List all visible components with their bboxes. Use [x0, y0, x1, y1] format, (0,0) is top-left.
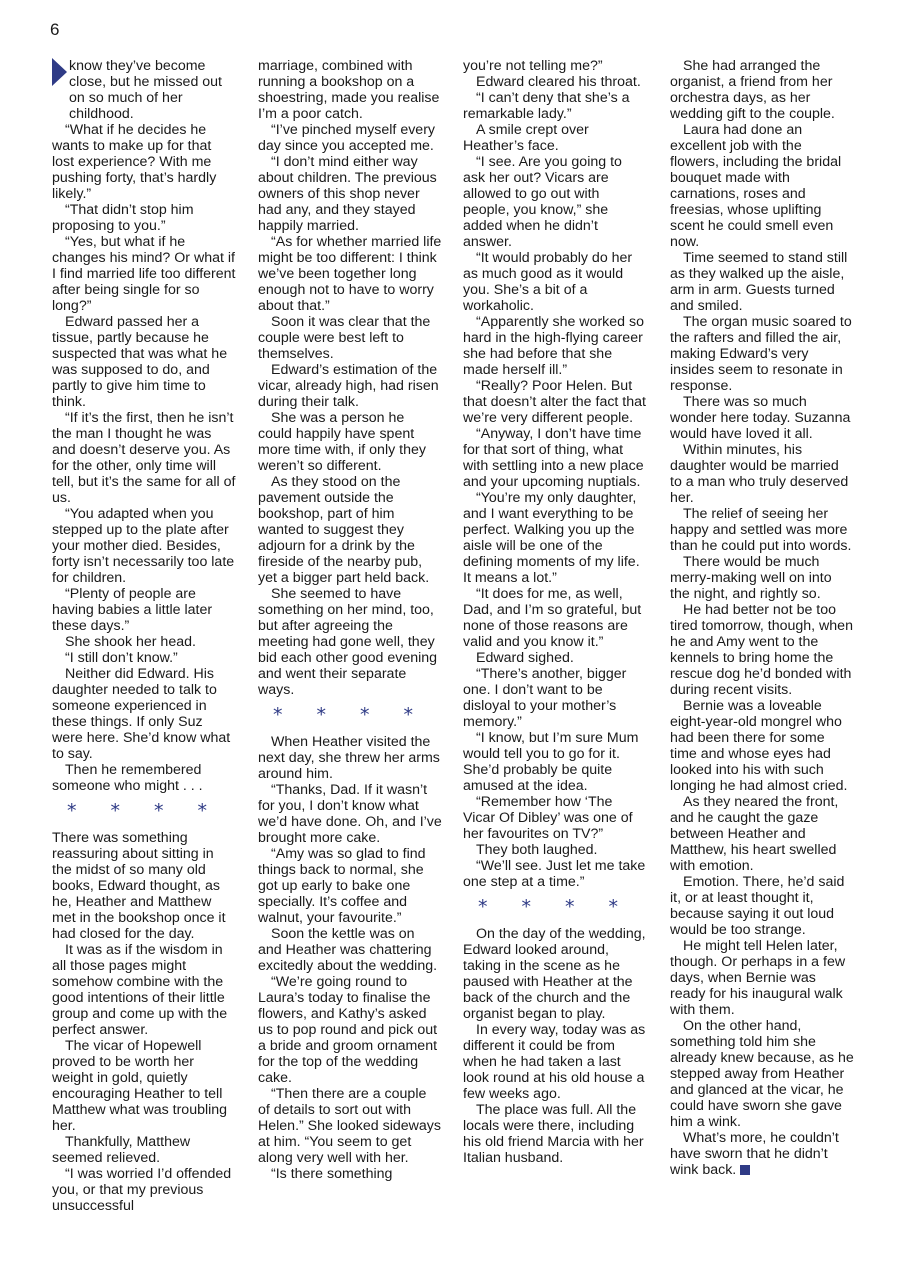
paragraph: “What if he decides he wants to make up for that lost experience? With me pushing forty, that’s hardly likely.”: [52, 122, 217, 202]
paragraph: “Plenty of people are having babies a little later these days.”: [52, 586, 213, 634]
paragraph: “You adapted when you stepped up to the plate after your mother died. Besides, forty isn’t necessarily too late for children.: [52, 506, 235, 586]
paragraph: There was something reassuring about sitting in the midst of so many old books, Edward thought, as he, Heather and Matthew met in the bookshop once it had closed for the day.: [52, 830, 226, 942]
paragraph: There was so much wonder here today. Suzanna would have loved it all.: [670, 394, 851, 442]
paragraph: “That didn’t stop him proposing to you.”: [52, 202, 194, 234]
paragraph: “If it’s the first, then he isn’t the man I thought he was and doesn’t deserve you. As for the other, only time will tell, but it’s the same for all of us.: [52, 410, 236, 506]
end-mark-icon: [740, 1165, 750, 1175]
paragraph: They both laughed.: [476, 842, 598, 858]
paragraph: As they stood on the pavement outside the bookshop, part of him wanted to suggest they adjourn for a drink by the fireside of the nearby pub, yet a bigger part held back.: [258, 474, 430, 586]
paragraph: She shook her head.: [65, 634, 196, 650]
paragraph: “Apparently she worked so hard in the high-flying career she had before that she made herself ill.”: [463, 314, 644, 378]
paragraph: “Really? Poor Helen. But that doesn’t alter the fact that we’re very different people.: [463, 378, 646, 426]
paragraph: “Yes, but what if he changes his mind? Or what if I find married life too different after being single for so long?”: [52, 234, 236, 314]
paragraph: “Anyway, I don’t have time for that sort of thing, what with settling into a new place and your upcoming nuptials.: [463, 426, 644, 490]
paragraph: “It would probably do her as much good as it would you. She’s a bit of a workaholic.: [463, 250, 633, 314]
paragraph: “I can’t deny that she’s a remarkable lady.”: [463, 90, 630, 122]
paragraph: Soon the kettle was on and Heather was chattering excitedly about the wedding.: [258, 926, 438, 974]
paragraph: In every way, today was as different it could be from when he had taken a last look round at his old house a few weeks ago.: [463, 1022, 646, 1102]
paragraph: She had arranged the organist, a friend from her orchestra days, as her wedding gift to the couple.: [670, 58, 835, 122]
paragraph: Neither did Edward. His daughter needed to talk to someone experienced in these things. If only Suz were here. She’d know what to say.: [52, 666, 231, 762]
paragraph: “I see. Are you going to ask her out? Vicars are allowed to go out with people, you know,” she added when he didn’t answer.: [463, 154, 622, 250]
paragraph: you’re not telling me?”: [463, 58, 603, 74]
paragraph: “Then there are a couple of details to sort out with Helen.” She looked sideways at him. “You seem to get along very well with her.: [258, 1086, 441, 1166]
paragraph-text: What’s more, he couldn’t have sworn that he didn’t wink back.: [670, 1130, 839, 1178]
paragraph-continued: [52, 58, 236, 122]
text-column-3: [463, 58, 647, 1166]
paragraph: “I still don’t know.”: [65, 650, 178, 666]
paragraph: Within minutes, his daughter would be married to a man who truly deserved her.: [670, 442, 849, 506]
paragraph: The relief of seeing her happy and settled was more than he could put into words.: [670, 506, 852, 554]
paragraph: Bernie was a loveable eight-year-old mongrel who had been there for some time and whose eyes had looked into his with such longing he had almost cried.: [670, 698, 848, 794]
paragraph: Emotion. There, he’d said it, or at least thought it, because saying it out loud would be too strange.: [670, 874, 845, 938]
paragraph: Soon it was clear that the couple were best left to themselves.: [258, 314, 431, 362]
paragraph: He might tell Helen later, though. Or perhaps in a few days, when Bernie was ready for his inaugural walk with them.: [670, 938, 846, 1018]
continued-arrow-icon: [52, 58, 67, 86]
text-column-2: [258, 58, 442, 1182]
section-break: * * * *: [66, 800, 222, 822]
paragraph: Edward cleared his throat.: [476, 74, 641, 90]
paragraph: It was as if the wisdom in all those pages might somehow combine with the good intentions of their little group and come up with the perfect answer.: [52, 942, 228, 1038]
paragraph: Then he remembered someone who might . . .: [52, 762, 203, 794]
paragraph: Edward passed her a tissue, partly because he suspected that was what he was supposed to do, and partly to give him time to think.: [52, 314, 228, 410]
paragraph: “As for whether married life might be too different: I think we’ve been together long enough not to have to worry about that.”: [258, 234, 442, 314]
page-number: 6: [50, 20, 60, 39]
paragraph: “It does for me, as well, Dad, and I’m so grateful, but none of those reasons are valid and you know it.”: [463, 586, 642, 650]
paragraph: “I know, but I’m sure Mum would tell you to go for it. She’d probably be quite amused at the idea.: [463, 730, 639, 794]
paragraph-final: [670, 1130, 854, 1178]
paragraph: marriage, combined with running a bookshop on a shoestring, made you realise I’m a poor catch.: [258, 58, 440, 122]
paragraph: Edward sighed.: [476, 650, 574, 666]
paragraph: “I was worried I’d offended you, or that my previous unsuccessful: [52, 1166, 232, 1214]
paragraph: “Amy was so glad to find things back to normal, she got up early to bake one specially. It’s coffee and walnut, your favourite.”: [258, 846, 426, 926]
paragraph: As they neared the front, and he caught the gaze between Heather and Matthew, his heart swelled with emotion.: [670, 794, 839, 874]
section-break: * * * *: [272, 704, 428, 726]
paragraph: “There’s another, bigger one. I don’t want to be disloyal to your mother’s memory.”: [463, 666, 627, 730]
paragraph: “We’ll see. Just let me take one step at a time.”: [463, 858, 646, 890]
paragraph: There would be much merry-making well on into the night, and rightly so.: [670, 554, 832, 602]
section-break: * * * *: [477, 896, 633, 918]
paragraph: “Thanks, Dad. If it wasn’t for you, I don’t know what we’d have done. Oh, and I’ve brought more cake.: [258, 782, 442, 846]
paragraph: “Remember how ‘The Vicar Of Dibley’ was one of her favourites on TV?”: [463, 794, 633, 842]
paragraph: “I’ve pinched myself every day since you accepted me.: [258, 122, 436, 154]
paragraph: When Heather visited the next day, she threw her arms around him.: [258, 734, 440, 782]
paragraph: She was a person he could happily have spent more time with, if only they weren’t so different.: [258, 410, 426, 474]
paragraph: She seemed to have something on her mind, too, but after agreeing the meeting had gone well, they bid each other good evening and went their separate ways.: [258, 586, 438, 698]
paragraph: The place was full. All the locals were there, including his old friend Marcia with her Italian husband.: [463, 1102, 644, 1166]
paragraph: Laura had done an excellent job with the flowers, including the bridal bouquet made with carnations, roses and freesias, whose uplifting scent he could smell even now.: [670, 122, 842, 250]
paragraph: The organ music soared to the rafters and filled the air, making Edward’s very insides seem to resonate in response.: [670, 314, 852, 394]
paragraph: He had better not be too tired tomorrow, though, when he and Amy went to the kennels to bring home the rescue dog he’d bonded with during recent visits.: [670, 602, 853, 698]
paragraph-text: know they’ve become close, but he missed out on so much of her childhood.: [69, 58, 222, 122]
paragraph: Thankfully, Matthew seemed relieved.: [52, 1134, 191, 1166]
paragraph: Edward’s estimation of the vicar, already high, had risen during their talk.: [258, 362, 439, 410]
text-column-4: [670, 58, 854, 1178]
paragraph: Time seemed to stand still as they walked up the aisle, arm in arm. Guests turned and smiled.: [670, 250, 848, 314]
paragraph: “Is there something: [271, 1166, 393, 1182]
paragraph: “You’re my only daughter, and I want everything to be perfect. Walking you up the aisle will be one of the defining moments of my life. It means a lot.”: [463, 490, 640, 586]
paragraph: On the day of the wedding, Edward looked around, taking in the scene as he paused with Heather at the back of the church and the organist began to play.: [463, 926, 646, 1022]
paragraph: On the other hand, something told him she already knew because, as he stepped away from Heather and glanced at the vicar, he could have sworn she gave him a wink.: [670, 1018, 854, 1130]
paragraph: “We’re going round to Laura’s today to finalise the flowers, and Kathy’s asked us to pop round and pick out a bride and groom ornament for the top of the wedding cake.: [258, 974, 438, 1086]
paragraph: A smile crept over Heather’s face.: [463, 122, 589, 154]
paragraph: “I don’t mind either way about children. The previous owners of this shop never had any, and they stayed happily married.: [258, 154, 437, 234]
paragraph: The vicar of Hopewell proved to be worth her weight in gold, quietly encouraging Heather to tell Matthew what was troubling her.: [52, 1038, 228, 1134]
text-column-1: [52, 58, 236, 1214]
